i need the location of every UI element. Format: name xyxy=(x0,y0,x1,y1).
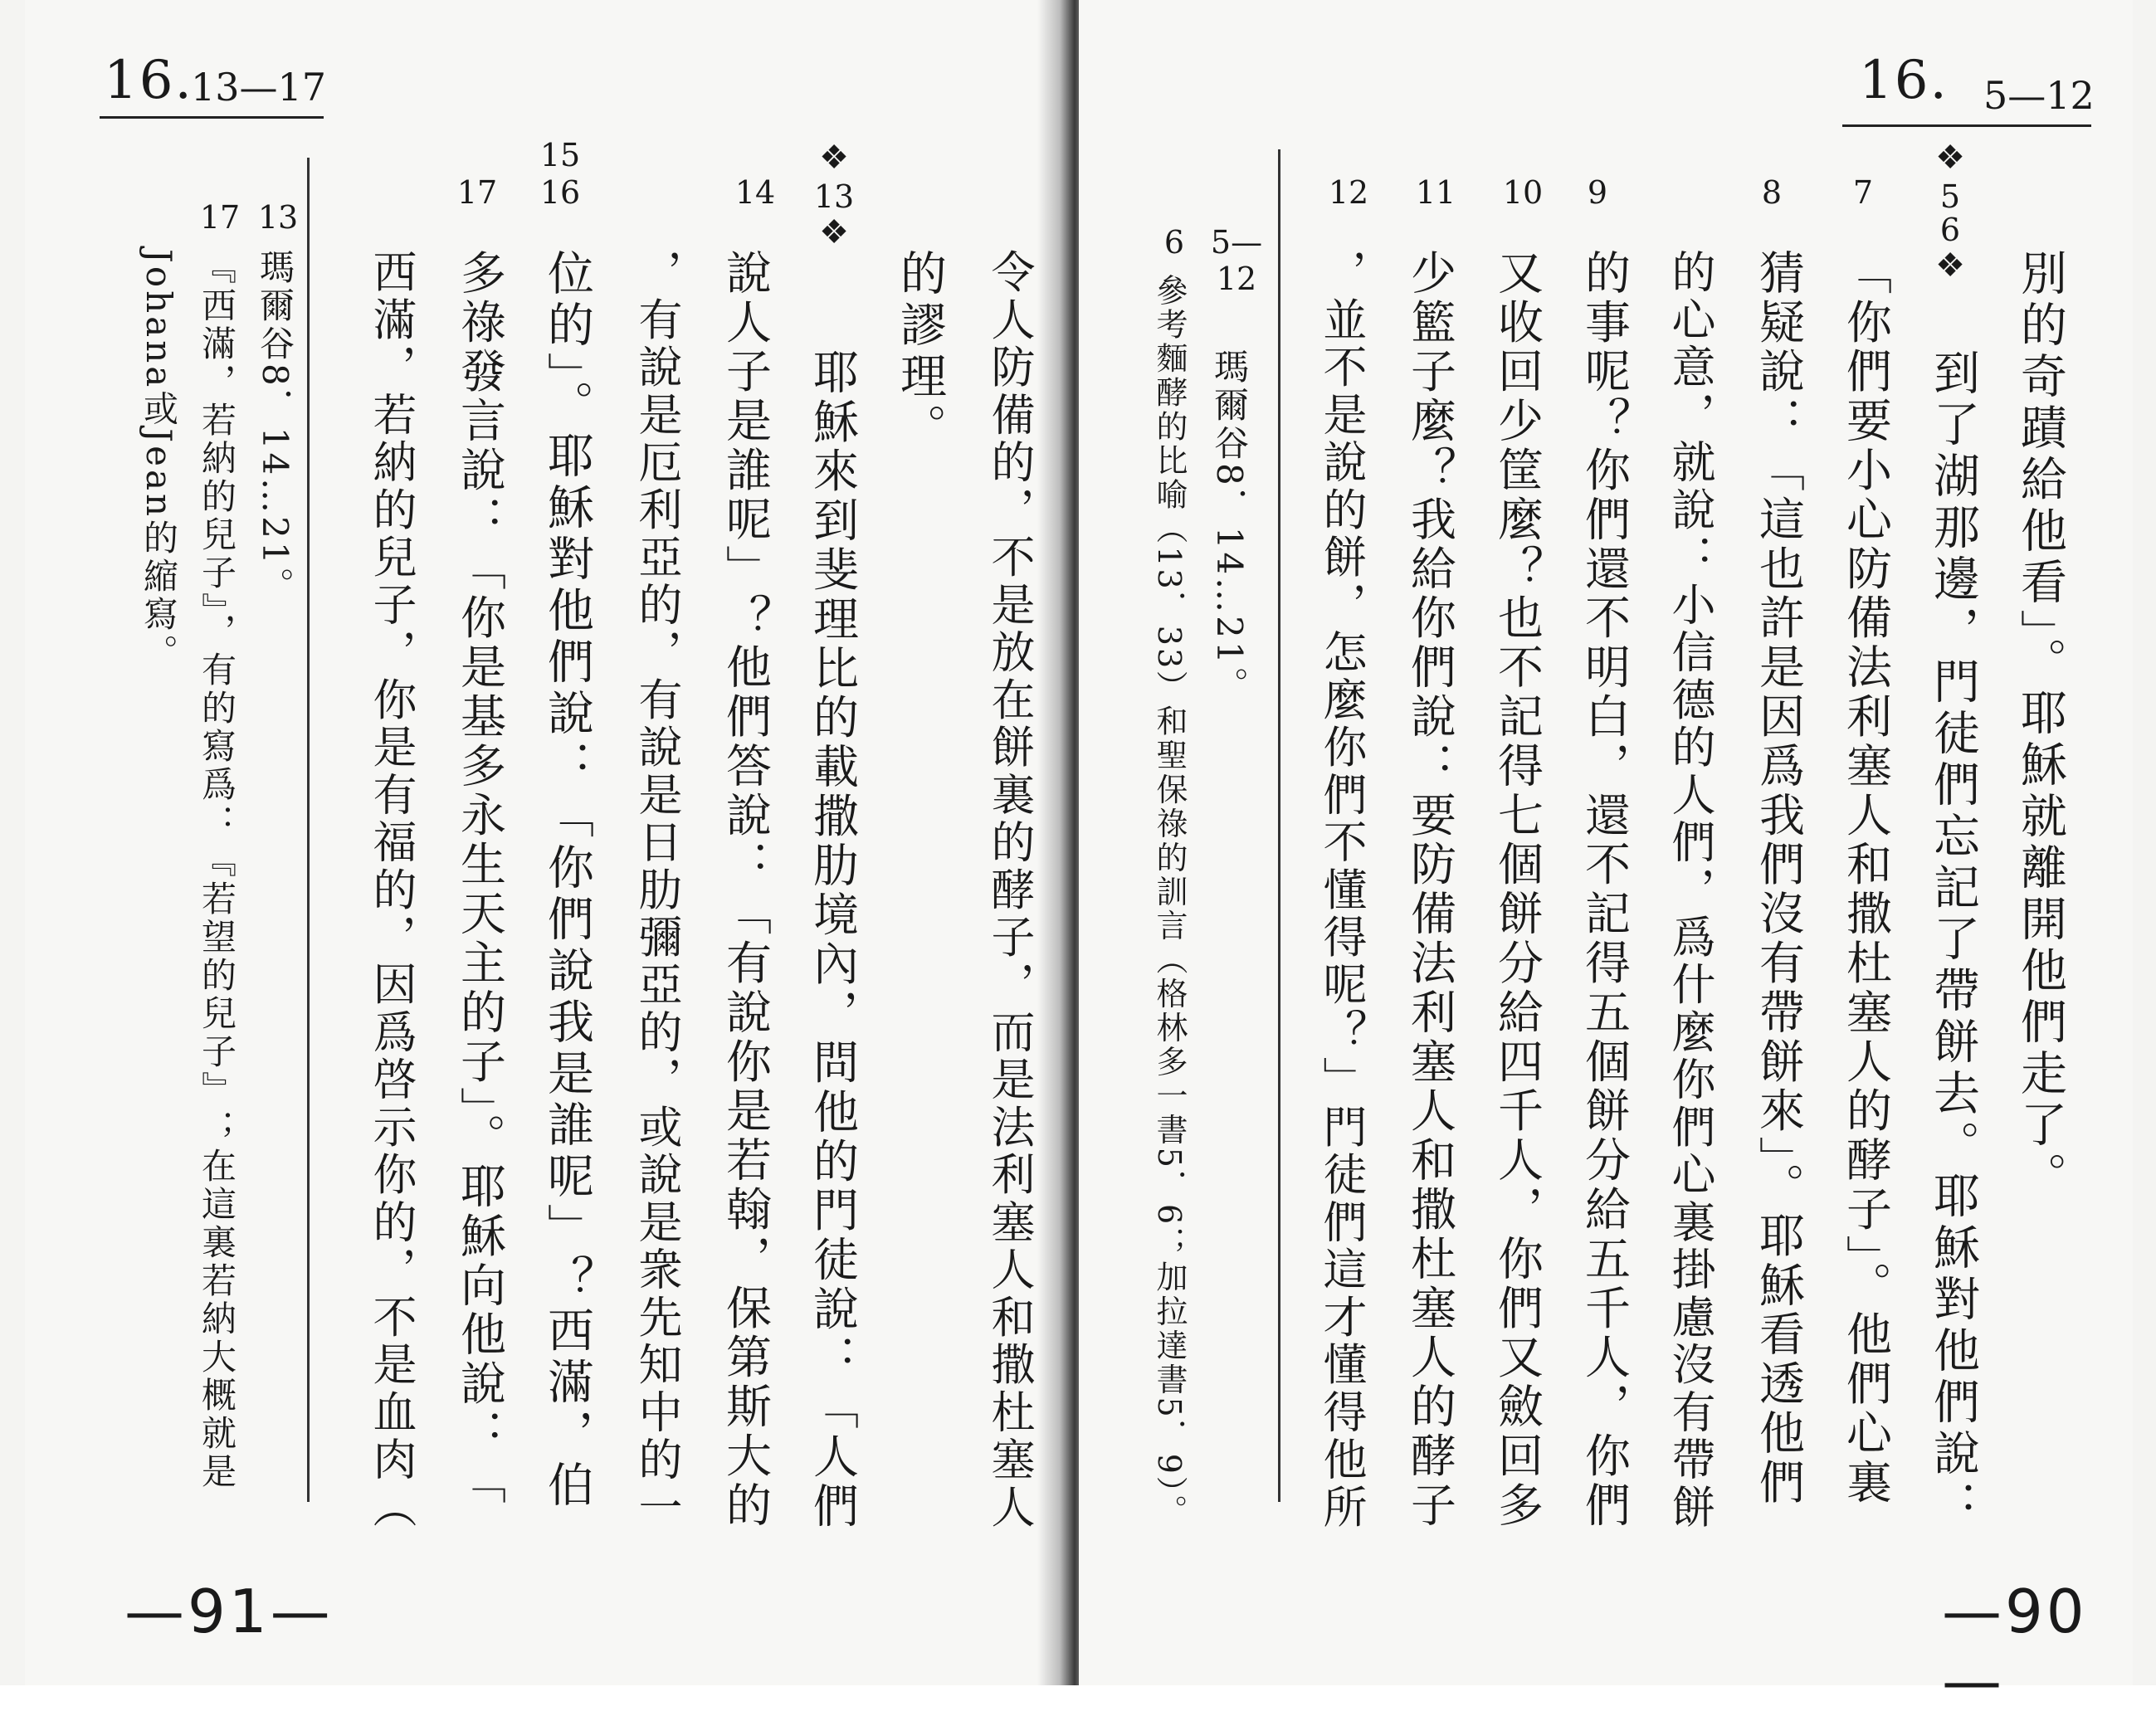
right-notes-divider xyxy=(1278,149,1280,1502)
text-column: 猜疑說：「這也許是因爲我們沒有帶餅來」。耶穌看透他們 xyxy=(1752,249,1805,1508)
verse-number-15: 15 xyxy=(539,137,581,173)
footnote-text: 瑪爾谷8．14…21。 xyxy=(255,249,295,606)
text-column: 令人防備的，不是放在餅裏的酵子，而是法利塞人和撒杜塞人 xyxy=(984,249,1035,1532)
note-number: 17 xyxy=(199,199,241,236)
note-number: 5—12 xyxy=(1210,224,1263,297)
left-notes-divider xyxy=(307,158,310,1502)
verse-number-6: 6 xyxy=(1939,212,1961,248)
text-column: 少籃子麼？我給你們說：要防備法利塞人和撒杜塞人的酵子 xyxy=(1403,249,1456,1531)
verse-number-11: 11 xyxy=(1415,174,1456,211)
note-number: 13 xyxy=(257,199,299,236)
text-column: 又收回少筐麼？也不記得七個餅分給四千人，你們又斂回多 xyxy=(1490,249,1544,1531)
left-chapter-number: 16. xyxy=(104,50,193,111)
footnote-text: 『西滿，若納的兒子』，有的寫爲：『若望的兒子』；在這裏若納大概就是 xyxy=(197,249,237,1491)
verse-number-14: 14 xyxy=(734,174,776,211)
footnote-text: Johana或Jean的縮寫。 xyxy=(139,249,179,673)
text-column: 別的奇蹟給他看」。耶穌就離開他們走了。 xyxy=(2013,249,2067,1203)
right-header-rule xyxy=(1842,124,2091,127)
footnote-text: 瑪爾谷8．14…21。 xyxy=(1209,349,1250,705)
verse-number-17: 17 xyxy=(456,174,498,211)
text-column: 到了湖那邊，門徒們忘記了帶餅去。耶穌對他們說： xyxy=(1926,349,1980,1532)
text-column: 的心意，就說：小信德的人們，爲什麼你們心裏掛慮沒有帶餅 xyxy=(1665,249,1715,1532)
right-chapter-number: 16. xyxy=(1859,50,1949,111)
verse-number-8: 8 xyxy=(1761,174,1783,211)
ornament-icon: ❖ xyxy=(1935,246,1965,285)
note-number: 6 xyxy=(1163,224,1185,261)
text-column: 西滿，若納的兒子，你是有福的，因爲啓示你的，不是血肉（ xyxy=(366,249,417,1532)
right-verse-range: 5—12 xyxy=(1983,73,2095,118)
text-column: 耶穌來到斐理比的載撒肋境內，問他的門徒說：「人們 xyxy=(806,349,859,1532)
left-header-rule xyxy=(100,116,324,119)
text-column: 說人子是誰呢」？他們答說：「有說你是若翰，保第斯大的 xyxy=(719,249,772,1531)
left-verse-range: 13—17 xyxy=(191,65,327,110)
text-column: 多祿發言說：「你是基多永生天主的子」。耶穌向他說：「 xyxy=(453,249,506,1508)
verse-number-12: 12 xyxy=(1328,174,1369,211)
verse-number-13: 13 xyxy=(813,178,855,215)
text-column: 的事呢？你們還不明白，還不記得五個餅分給五千人，你們 xyxy=(1578,249,1631,1531)
ornament-icon: ❖ xyxy=(1935,139,1965,177)
ornament-icon: ❖ xyxy=(819,139,849,177)
text-column: ，有說是厄利亞的，有說是日肋彌亞的，或說是衆先知中的一 xyxy=(632,249,682,1532)
verse-number-16: 16 xyxy=(539,174,581,211)
text-column: 「你們要小心防備法利塞人和撒杜塞人的酵子」。他們心裏 xyxy=(1839,249,1892,1508)
text-column: ，並不是說的餅，怎麼你們不懂得呢？」門徒們這才懂得他所 xyxy=(1316,249,1367,1532)
verse-number-10: 10 xyxy=(1502,174,1544,211)
right-page-number: —90— xyxy=(1942,1577,2088,1716)
verse-number-9: 9 xyxy=(1587,174,1608,211)
left-page xyxy=(25,0,1079,1685)
text-column: 位的」。耶穌對他們說：「你們說我是誰呢」？西滿，伯 xyxy=(540,249,594,1512)
verse-number-7: 7 xyxy=(1852,174,1874,211)
left-page-number: —91— xyxy=(124,1577,334,1646)
footnote-text: 參考麵酵的比喻（13．33）和聖保祿的訓言（格林多一書5．6；加拉達書5．9）。 xyxy=(1151,274,1188,1529)
right-page xyxy=(1079,0,2133,1716)
verse-number-5: 5 xyxy=(1939,178,1961,215)
ornament-icon: ❖ xyxy=(819,213,849,251)
text-column: 的謬理。 xyxy=(893,249,947,455)
